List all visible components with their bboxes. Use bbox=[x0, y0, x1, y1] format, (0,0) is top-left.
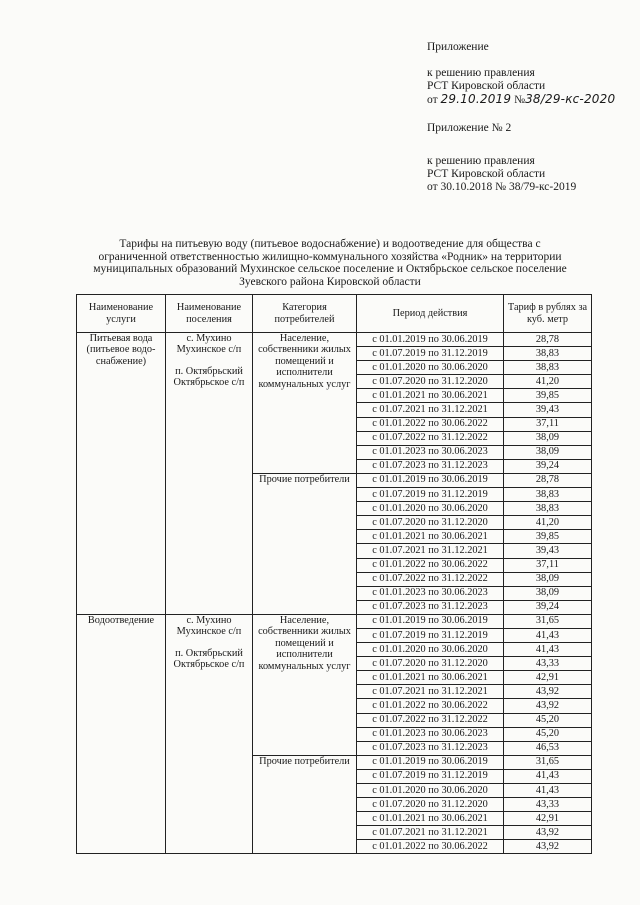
period-cell: с 01.07.2019 по 31.12.2019 bbox=[357, 769, 504, 783]
tariff-cell: 31,65 bbox=[504, 755, 592, 769]
handwritten-date: 29.10.2019 bbox=[440, 92, 512, 106]
handwritten-number: 38/29-кс-2020 bbox=[525, 92, 616, 106]
period-cell: с 01.01.2023 по 30.06.2023 bbox=[357, 727, 504, 741]
settlement-gap bbox=[166, 638, 252, 648]
number-prefix: № bbox=[514, 94, 526, 106]
tariff-cell: 42,91 bbox=[504, 812, 592, 826]
consumer-category-cell: Население, собственники жилых помещений и исполнители коммунальных услуг bbox=[253, 333, 357, 474]
period-cell: с 01.01.2020 по 30.06.2020 bbox=[357, 361, 504, 375]
settlement-cell bbox=[166, 614, 253, 854]
decision-date-line bbox=[427, 93, 615, 107]
consumer-category-cell: Прочие потребители bbox=[253, 755, 357, 854]
tariff-cell: 43,33 bbox=[504, 798, 592, 812]
authority-line: РСТ Кировской области bbox=[427, 80, 546, 92]
appendix2-label: Приложение № 2 bbox=[427, 122, 512, 134]
period-cell: с 01.01.2020 по 30.06.2020 bbox=[357, 784, 504, 798]
tariff-cell: 43,33 bbox=[504, 657, 592, 671]
tariff-cell: 38,09 bbox=[504, 586, 592, 600]
document-title: Тарифы на питьевую воду (питьевое водоснабжение) и водоотведение для общества с ограниченной ответственностью жилищно-коммунального хозяйства «Родник» на территории муниципальных образований Мухинское сельское поселение и Октябрьское сельское поселение Зуевского района Кировской области bbox=[93, 238, 567, 288]
period-cell: с 01.07.2022 по 31.12.2022 bbox=[357, 713, 504, 727]
tariff-cell: 45,20 bbox=[504, 727, 592, 741]
prior-decision-line: от 30.10.2018 № 38/79-кс-2019 bbox=[427, 181, 577, 193]
period-cell: с 01.07.2023 по 31.12.2023 bbox=[357, 741, 504, 755]
tariff-cell: 43,92 bbox=[504, 699, 592, 713]
settlement-name: п. Октябрьский Октябрьское с/п bbox=[173, 365, 245, 389]
period-cell: с 01.07.2021 по 31.12.2021 bbox=[357, 544, 504, 558]
period-cell: с 01.01.2019 по 30.06.2019 bbox=[357, 333, 504, 347]
period-cell: с 01.07.2020 по 31.12.2020 bbox=[357, 375, 504, 389]
period-cell: с 01.01.2022 по 30.06.2022 bbox=[357, 699, 504, 713]
tariff-cell: 41,43 bbox=[504, 628, 592, 642]
tariff-cell: 43,92 bbox=[504, 840, 592, 854]
tariff-cell: 38,83 bbox=[504, 488, 592, 502]
period-cell: с 01.07.2019 по 31.12.2019 bbox=[357, 628, 504, 642]
tariff-cell: 41,20 bbox=[504, 516, 592, 530]
tariff-cell: 43,92 bbox=[504, 826, 592, 840]
tariff-cell: 42,91 bbox=[504, 671, 592, 685]
period-cell: с 01.07.2019 по 31.12.2019 bbox=[357, 488, 504, 502]
period-cell: с 01.07.2023 по 31.12.2023 bbox=[357, 600, 504, 614]
table-row bbox=[77, 333, 592, 347]
decision2-ref-line: к решению правления bbox=[427, 155, 535, 167]
tariff-cell: 38,83 bbox=[504, 347, 592, 361]
tariff-cell: 28,78 bbox=[504, 473, 592, 487]
period-cell: с 01.07.2021 по 31.12.2021 bbox=[357, 826, 504, 840]
period-cell: с 01.01.2023 по 30.06.2023 bbox=[357, 445, 504, 459]
table-header-row bbox=[77, 295, 592, 333]
tariff-cell: 38,09 bbox=[504, 445, 592, 459]
appendix-label: Приложение bbox=[427, 41, 489, 53]
period-cell: с 01.07.2022 по 31.12.2022 bbox=[357, 572, 504, 586]
tariff-cell: 37,11 bbox=[504, 558, 592, 572]
header-period: Период действия bbox=[357, 295, 504, 333]
header-tariff: Тариф в рублях за куб. метр bbox=[504, 295, 592, 333]
period-cell: с 01.01.2020 по 30.06.2020 bbox=[357, 502, 504, 516]
consumer-category-cell: Население, собственники жилых помещений и исполнители коммунальных услуг bbox=[253, 614, 357, 755]
tariff-cell: 31,65 bbox=[504, 614, 592, 628]
period-cell: с 01.01.2022 по 30.06.2022 bbox=[357, 840, 504, 854]
tariff-cell: 45,20 bbox=[504, 713, 592, 727]
period-cell: с 01.01.2020 по 30.06.2020 bbox=[357, 643, 504, 657]
tariff-cell: 39,85 bbox=[504, 530, 592, 544]
consumer-category-cell: Прочие потребители bbox=[253, 473, 357, 614]
period-cell: с 01.07.2021 по 31.12.2021 bbox=[357, 685, 504, 699]
settlement-name: п. Октябрьский Октябрьское с/п bbox=[173, 647, 245, 671]
period-cell: с 01.01.2019 по 30.06.2019 bbox=[357, 755, 504, 769]
tariff-cell: 37,11 bbox=[504, 417, 592, 431]
period-cell: с 01.01.2021 по 30.06.2021 bbox=[357, 812, 504, 826]
tariff-cell: 39,85 bbox=[504, 389, 592, 403]
period-cell: с 01.07.2020 по 31.12.2020 bbox=[357, 798, 504, 812]
tariff-cell: 38,83 bbox=[504, 502, 592, 516]
period-cell: с 01.01.2023 по 30.06.2023 bbox=[357, 586, 504, 600]
tariff-cell: 39,24 bbox=[504, 459, 592, 473]
period-cell: с 01.07.2023 по 31.12.2023 bbox=[357, 459, 504, 473]
period-cell: с 01.01.2022 по 30.06.2022 bbox=[357, 417, 504, 431]
tariff-cell: 38,83 bbox=[504, 361, 592, 375]
tariff-cell: 28,78 bbox=[504, 333, 592, 347]
period-cell: с 01.07.2020 по 31.12.2020 bbox=[357, 516, 504, 530]
tariff-cell: 41,20 bbox=[504, 375, 592, 389]
tariff-cell: 39,24 bbox=[504, 600, 592, 614]
settlement-name: с. Мухино Мухинское с/п bbox=[176, 614, 242, 638]
tariff-cell: 38,09 bbox=[504, 572, 592, 586]
period-cell: с 01.01.2021 по 30.06.2021 bbox=[357, 530, 504, 544]
date-prefix: от bbox=[427, 94, 438, 106]
tariff-cell: 41,43 bbox=[504, 643, 592, 657]
tariff-cell: 39,43 bbox=[504, 544, 592, 558]
authority2-line: РСТ Кировской области bbox=[427, 168, 546, 180]
header-category: Категория потребителей bbox=[253, 295, 357, 333]
period-cell: с 01.07.2021 по 31.12.2021 bbox=[357, 403, 504, 417]
table-row bbox=[77, 614, 592, 628]
header-settlement: Наименование поселения bbox=[166, 295, 253, 333]
service-name-cell: Водоотведение bbox=[77, 614, 166, 854]
settlement-name: с. Мухино Мухинское с/п bbox=[176, 333, 242, 356]
tariff-cell: 46,53 bbox=[504, 741, 592, 755]
tariff-cell: 43,92 bbox=[504, 685, 592, 699]
period-cell: с 01.01.2021 по 30.06.2021 bbox=[357, 671, 504, 685]
period-cell: с 01.07.2022 по 31.12.2022 bbox=[357, 431, 504, 445]
tariff-cell: 41,43 bbox=[504, 769, 592, 783]
period-cell: с 01.01.2019 по 30.06.2019 bbox=[357, 614, 504, 628]
tariff-cell: 38,09 bbox=[504, 431, 592, 445]
settlement-gap bbox=[166, 356, 252, 366]
decision-ref-line: к решению правления bbox=[427, 67, 535, 79]
settlement-cell bbox=[166, 333, 253, 615]
header-service: Наименование услуги bbox=[77, 295, 166, 333]
period-cell: с 01.01.2022 по 30.06.2022 bbox=[357, 558, 504, 572]
period-cell: с 01.07.2020 по 31.12.2020 bbox=[357, 657, 504, 671]
tariff-table bbox=[76, 294, 592, 854]
tariff-cell: 41,43 bbox=[504, 784, 592, 798]
service-name-cell: Питьевая вода (питьевое водо-снабжение) bbox=[77, 333, 166, 615]
tariff-cell: 39,43 bbox=[504, 403, 592, 417]
period-cell: с 01.01.2021 по 30.06.2021 bbox=[357, 389, 504, 403]
period-cell: с 01.07.2019 по 31.12.2019 bbox=[357, 347, 504, 361]
period-cell: с 01.01.2019 по 30.06.2019 bbox=[357, 473, 504, 487]
